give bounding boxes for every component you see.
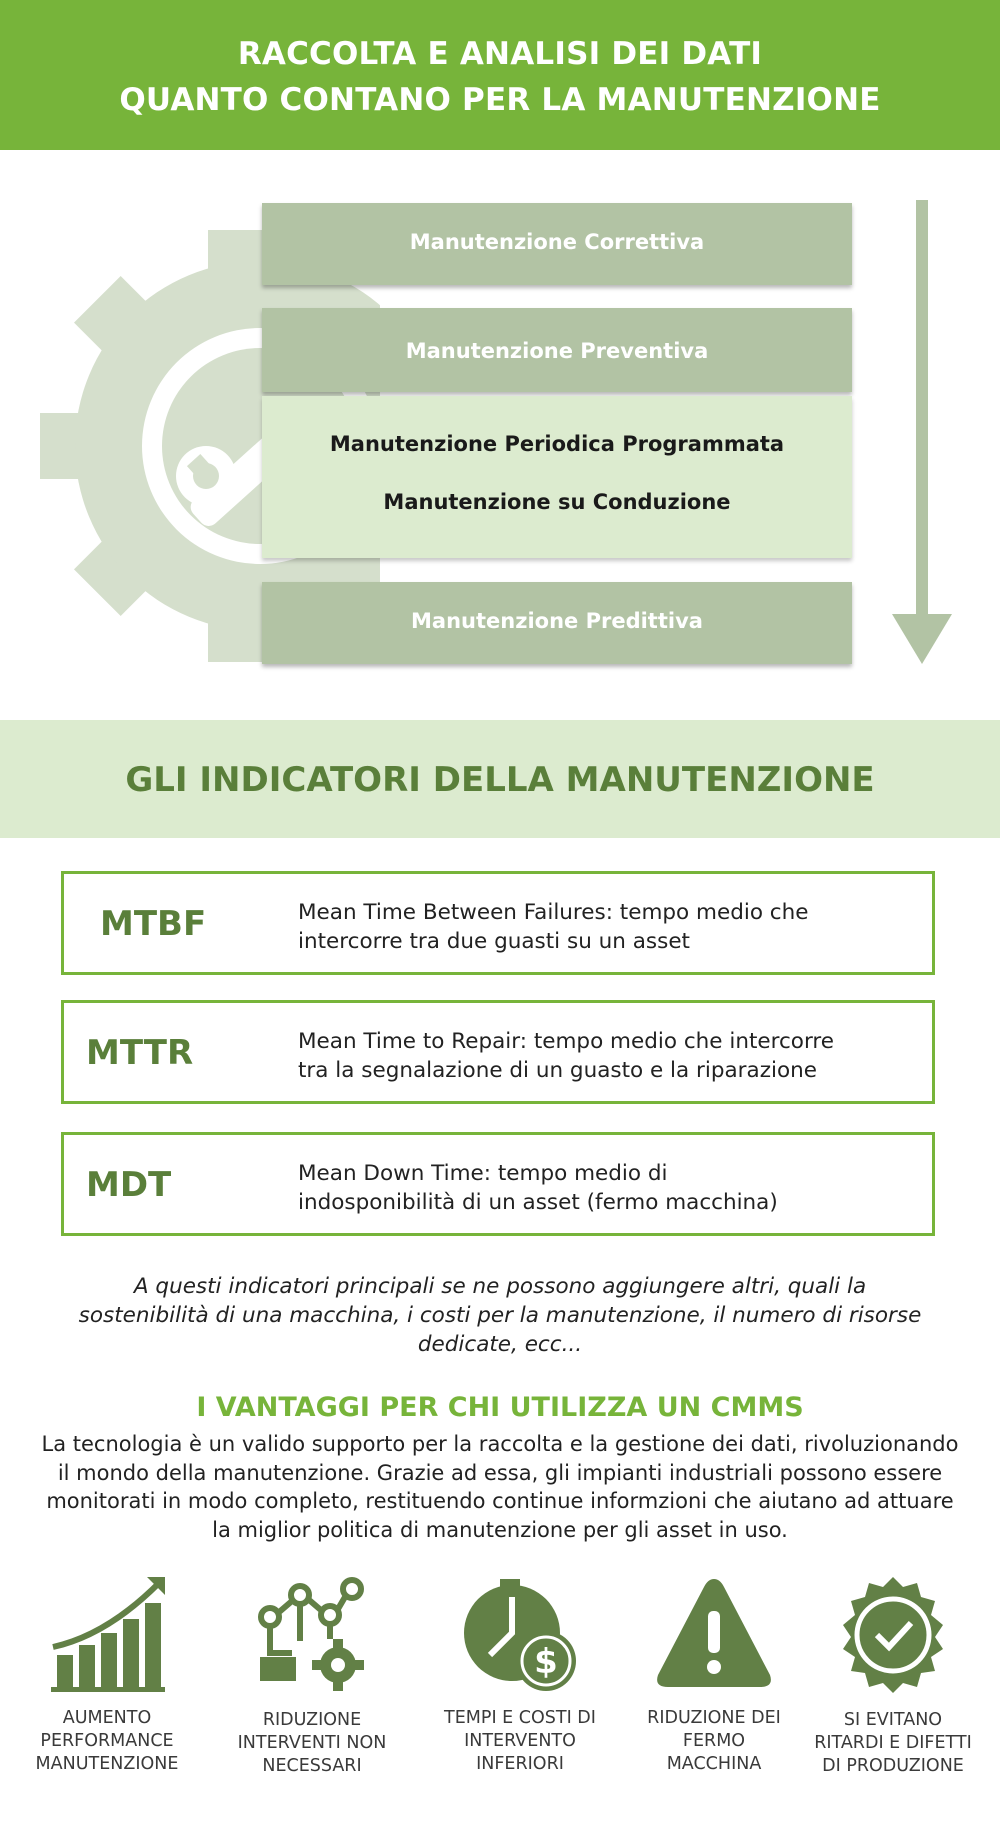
cmms-line4: la miglior politica di manutenzione per gli asset in uso. xyxy=(212,1517,788,1542)
growth-chart-icon xyxy=(47,1575,167,1695)
indicator-desc-line1: Mean Time Between Failures: tempo medio che xyxy=(298,900,809,925)
header-title-line2: QUANTO CONTANO PER LA MANUTENZIONE xyxy=(119,82,881,118)
benefit-performance xyxy=(17,1575,197,1774)
benefit-label-line3: INFERIORI xyxy=(476,1754,564,1774)
indicators-title: GLI INDICATORI DELLA MANUTENZIONE xyxy=(125,760,875,800)
benefit-label-line2: INTERVENTI NON xyxy=(237,1733,387,1753)
benefit-reduced-interventions xyxy=(222,1575,402,1776)
indicator-desc-line2: intercorre tra due guasti su un asset xyxy=(298,929,690,954)
indicator-desc-line1: Mean Time to Repair: tempo medio che intercorre xyxy=(298,1029,834,1054)
indicator-desc-line1: Mean Down Time: tempo medio di xyxy=(298,1161,668,1186)
note-line1: A questi indicatori principali se ne possono aggiungere altri, quali la xyxy=(133,1274,867,1299)
indicator-card-mtbf xyxy=(61,871,935,975)
benefit-label xyxy=(17,1707,197,1776)
benefit-reduced-downtime xyxy=(624,1575,804,1774)
benefit-label-line2: FERMO xyxy=(682,1731,746,1751)
indicator-card-mttr xyxy=(61,1000,935,1104)
note-line3: dedicate, ecc... xyxy=(417,1332,583,1357)
indicators-note xyxy=(60,1272,940,1359)
warning-icon xyxy=(654,1575,774,1695)
preventive-label: Manutenzione Preventiva xyxy=(405,339,709,363)
cmms-line3: monitorati in modo completo, restituendo continue informzioni che aiutano ad attuare xyxy=(46,1489,954,1513)
preventive-maintenance-box xyxy=(262,308,852,392)
svg-text:$: $ xyxy=(534,1642,558,1682)
benefit-label-line2: RITARDI E DIFETTI xyxy=(814,1733,972,1753)
benefit-label xyxy=(430,1707,610,1776)
indicator-abbr: MTTR xyxy=(86,1033,194,1073)
check-badge-icon xyxy=(833,1575,953,1695)
preventive-subtypes-box xyxy=(262,396,852,558)
benefit-label-line1: RIDUZIONE xyxy=(262,1710,362,1730)
benefit-label-line1: AUMENTO xyxy=(62,1708,152,1728)
benefit-no-delays xyxy=(803,1575,983,1776)
arrow-down-icon xyxy=(890,200,954,666)
indicator-abbr: MDT xyxy=(86,1165,172,1205)
predictive-label: Manutenzione Predittiva xyxy=(411,609,703,633)
cmms-paragraph xyxy=(10,1430,990,1544)
header-banner xyxy=(0,0,1000,150)
header-title-line1: RACCOLTA E ANALISI DEI DATI xyxy=(237,36,763,72)
benefit-label-line3: MANUTENZIONE xyxy=(35,1754,179,1774)
indicator-description xyxy=(298,898,898,956)
benefit-label-line1: SI EVITANO xyxy=(843,1710,943,1730)
benefit-label-line2: INTERVENTO xyxy=(464,1731,576,1751)
indicator-description xyxy=(298,1027,898,1085)
indicator-desc-line2: indosponibilità di un asset (fermo macchina) xyxy=(298,1190,778,1215)
indicator-abbr: MTBF xyxy=(100,904,207,944)
benefit-label-line1: TEMPI E COSTI DI xyxy=(444,1708,596,1728)
corrective-maintenance-box xyxy=(262,203,852,285)
benefit-label-line2: PERFORMANCE xyxy=(40,1731,174,1751)
benefit-label-line3: DI PRODUZIONE xyxy=(822,1756,964,1776)
benefit-label xyxy=(624,1707,804,1776)
corrective-label: Manutenzione Correttiva xyxy=(409,230,705,254)
indicator-description xyxy=(298,1159,898,1217)
predictive-maintenance-box xyxy=(262,582,852,664)
benefit-label-line1: RIDUZIONE DEI xyxy=(647,1708,781,1728)
benefit-label xyxy=(222,1709,402,1778)
network-gear-icon xyxy=(252,1575,372,1695)
benefit-lower-costs xyxy=(430,1575,610,1774)
cmms-line1: La tecnologia è un valido supporto per la raccolta e la gestione dei dati, rivoluzionando xyxy=(41,1432,959,1456)
cmms-line2: il mondo della manutenzione. Grazie ad essa, gli impianti industriali possono essere xyxy=(57,1460,943,1485)
indicator-desc-line2: tra la segnalazione di un guasto e la riparazione xyxy=(298,1058,817,1083)
indicator-card-mdt xyxy=(61,1132,935,1236)
indicators-band xyxy=(0,720,1000,838)
benefit-label-line3: NECESSARI xyxy=(262,1756,362,1776)
note-line2: sostenibilità di una macchina, i costi per la manutenzione, il numero di risorse xyxy=(78,1303,922,1328)
cmms-title: I VANTAGGI PER CHI UTILIZZA UN CMMS xyxy=(196,1392,804,1423)
benefit-label-line3: MACCHINA xyxy=(666,1754,762,1774)
benefit-label xyxy=(803,1709,983,1778)
periodic-label: Manutenzione Periodica Programmata xyxy=(329,432,785,456)
clock-money-icon xyxy=(460,1575,580,1695)
conduction-label: Manutenzione su Conduzione xyxy=(383,490,731,514)
